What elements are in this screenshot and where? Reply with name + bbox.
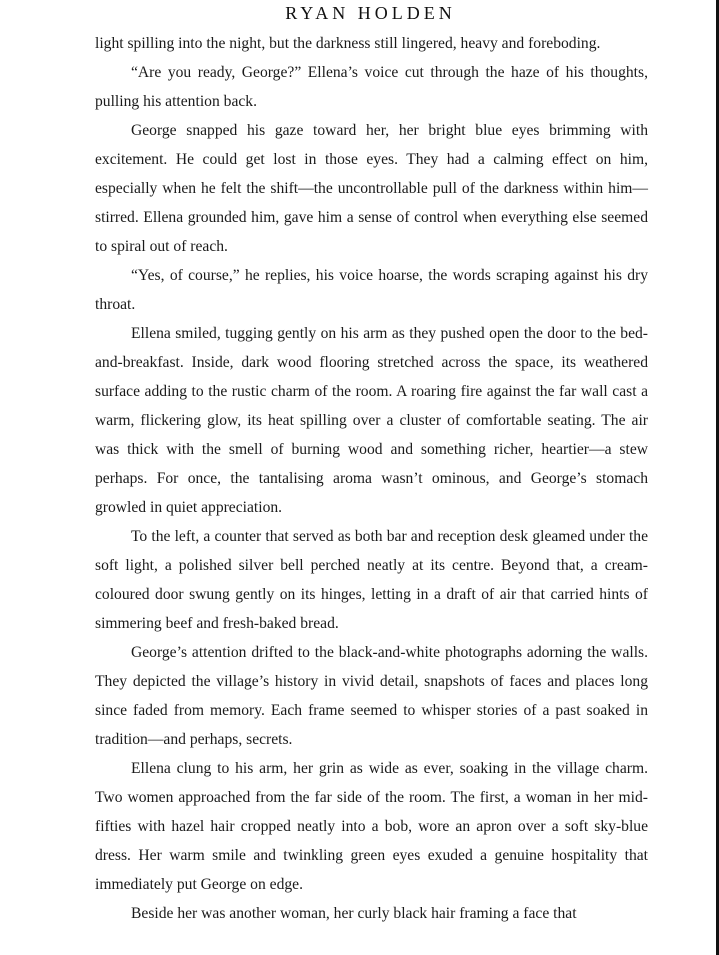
body-text [95,29,648,928]
paragraph: George’s attention drifted to the black-and-white photographs adorning the walls. They depicted the village’s history in vivid detail, snapshots of faces and places long since faded from memory. Each frame seemed to whisper stories of a past soaked in tradition—and perhaps, secrets. [95,644,648,748]
running-head-author: RYAN HOLDEN [285,3,456,23]
paragraph: “Yes, of course,” he replies, his voice hoarse, the words scraping against his dry throat. [95,267,648,313]
paragraph-continuation: light spilling into the night, but the darkness still lingered, heavy and foreboding. [95,35,601,52]
paragraph: Ellena smiled, tugging gently on his arm as they pushed open the door to the bed-and-breakfast. Inside, dark wood flooring stretched across the space, its weathered surface adding to the rustic charm of the room. A roaring fire against the far wall cast a warm, flickering glow, its heat spilling over a cluster of comfortable seating. The air was thick with the smell of burning wood and something richer, heartier—a stew perhaps. For once, the tantalising aroma wasn’t ominous, and George’s stomach growled in quiet appreciation. [95,325,648,516]
paragraph: Beside her was another woman, her curly black hair framing a face that [131,905,577,922]
paragraph: George snapped his gaze toward her, her bright blue eyes brimming with excitement. He could get lost in those eyes. They had a calming effect on him, especially when he felt the shift—the uncontrollable pull of the darkness within him—stirred. Ellena grounded him, gave him a sense of control when everything else seemed to spiral out of reach. [95,122,648,255]
paragraph: To the left, a counter that served as both bar and reception desk gleamed under the soft light, a polished silver bell perched neatly at its centre. Beyond that, a cream-coloured door swung gently on its hinges, letting in a draft of air that carried hints of simmering beef and fresh-baked bread. [95,528,648,632]
paragraph: “Are you ready, George?” Ellena’s voice cut through the haze of his thoughts, pulling his attention back. [95,64,648,110]
paragraph: Ellena clung to his arm, her grin as wide as ever, soaking in the village charm. Two women approached from the far side of the room. The first, a woman in her mid-fifties with hazel hair cropped neatly into a bob, wore an apron over a soft sky-blue dress. Her warm smile and twinkling green eyes exuded a genuine hospitality that immediately put George on edge. [95,760,648,893]
